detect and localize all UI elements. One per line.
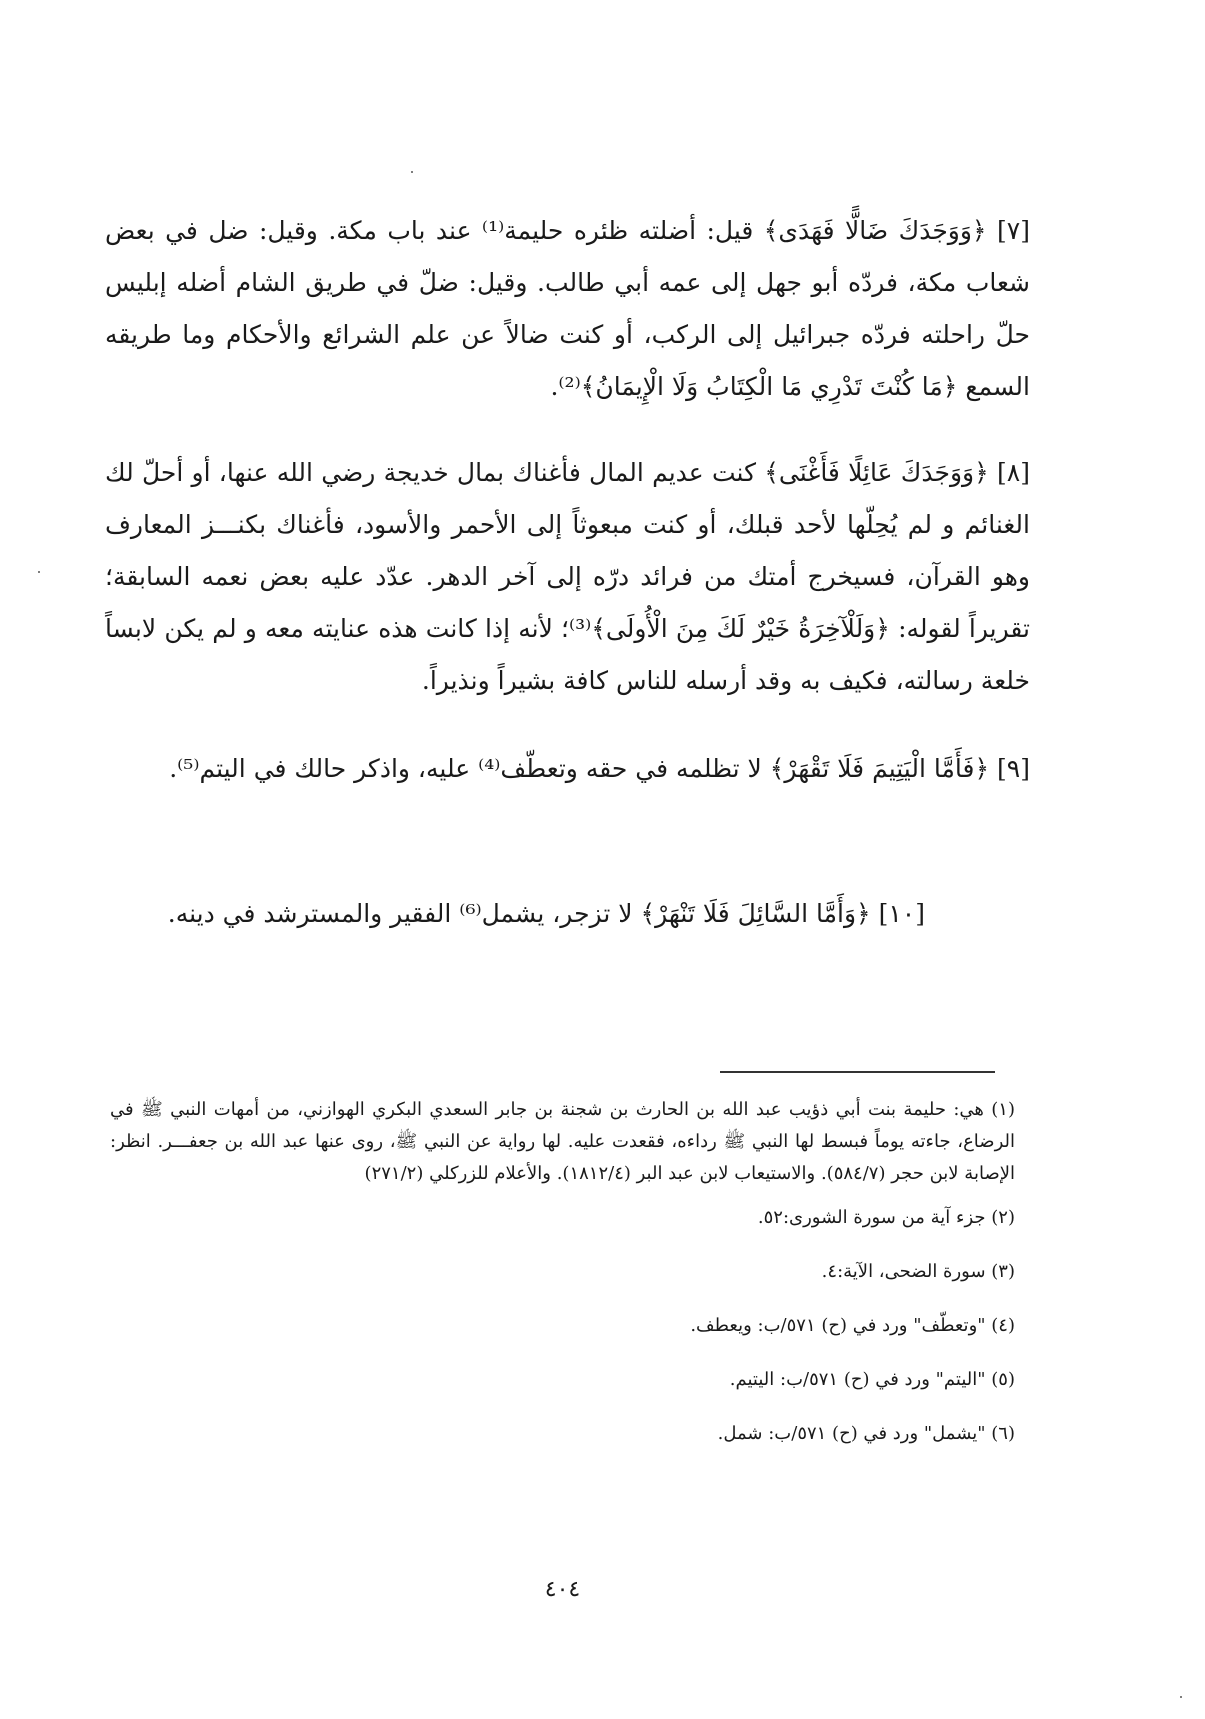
footnote-5: (٥) "اليتم" ورد في (ح) ٥٧١/ب: اليتيم. [729, 1369, 1015, 1390]
footnotes [110, 1094, 1015, 1450]
footnote-separator [720, 1071, 995, 1073]
main-text-block [105, 888, 925, 940]
scan-speck [38, 571, 40, 573]
footnote-3: (٣) سورة الضحى، الآية:٤. [821, 1261, 1015, 1282]
scan-speck [1180, 1696, 1182, 1698]
main-text-block [105, 205, 1030, 413]
page-number: ٤٠٤ [544, 1577, 581, 1602]
main-text-block [105, 743, 1030, 795]
footnote-2: (٢) جزء آية من سورة الشورى:٥٢. [757, 1207, 1015, 1228]
footnote-1: (١) هي: حليمة بنت أبي ذؤيب عبد الله بن الحارث بن شجنة بن جابر السعدي البكري الهوازني، من أمهات النبي ﷺ في الرضاع، جاءته يوماً فبسط لها النبي ﷺ رداءه، فقعدت عليه. لها رواية عن النبي ﷺ، روى عنها عبد الله بن جعفـــر. انظر: الإصابة لابن حجر (٥٨٤/٧). والاستيعاب لابن عبد البر (١٨١٢/٤). والأعلام للزركلي (٢٧١/٢) [110, 1099, 1015, 1184]
footnote-4: (٤) "وتعطّف" ورد في (ح) ٥٧١/ب: ويعطف. [690, 1315, 1015, 1336]
main-text-block [105, 447, 1030, 707]
paragraph-verse-7: [٧] ﴿وَوَجَدَكَ ضَالًّا فَهَدَى﴾ قيل: أضلته ظئره حليمة⁽¹⁾ عند باب مكة. وقيل: ضل في بعض شعاب مكة، فردّه أبو جهل إلى عمه أبي طالب. وقيل: ضلّ في طريق الشام أضله إبليس حلّ راحلته فردّه جبرائيل إلى الركب، أو كنت ضالاً عن علم الشرائع والأحكام وما طريقه السمع ﴿مَا كُنْتَ تَدْرِي مَا الْكِتَابُ وَلَا الْإِيمَانُ﴾⁽²⁾. [105, 216, 1030, 401]
paragraph-verse-8: [٨] ﴿وَوَجَدَكَ عَائِلًا فَأَغْنَى﴾ كنت عديم المال فأغناك بمال خديجة رضي الله عنها، أو أحلّ لك الغنائم و لم يُحِلّها لأحد قبلك، أو كنت مبعوثاً إلى الأحمر والأسود، فأغناك بكنـــز المعارف وهو القرآن، فسيخرج أمتك من فرائد درّه إلى آخر الدهر. عدّد عليه بعض نعمه السابقة؛ تقريراً لقوله: ﴿وَلَلْآخِرَةُ خَيْرٌ لَكَ مِنَ الْأُولَى﴾⁽³⁾؛ لأنه إذا كانت هذه عنايته معه و لم يكن لابساً خلعة رسالته، فكيف به وقد أرسله للناس كافة بشيراً ونذيراً. [105, 458, 1030, 695]
paragraph-verse-9: [٩] ﴿فَأَمَّا الْيَتِيمَ فَلَا تَقْهَرْ﴾ لا تظلمه في حقه وتعطّف⁽⁴⁾ عليه، واذكر حالك في اليتم⁽⁵⁾. [169, 754, 1030, 783]
scan-speck [411, 171, 413, 173]
paragraph-verse-10: [١٠] ﴿وَأَمَّا السَّائِلَ فَلَا تَنْهَرْ﴾ لا تزجر، يشمل⁽⁶⁾ الفقير والمسترشد في دينه. [167, 899, 925, 928]
footnote-6: (٦) "يشمل" ورد في (ح) ٥٧١/ب: شمل. [717, 1423, 1015, 1444]
